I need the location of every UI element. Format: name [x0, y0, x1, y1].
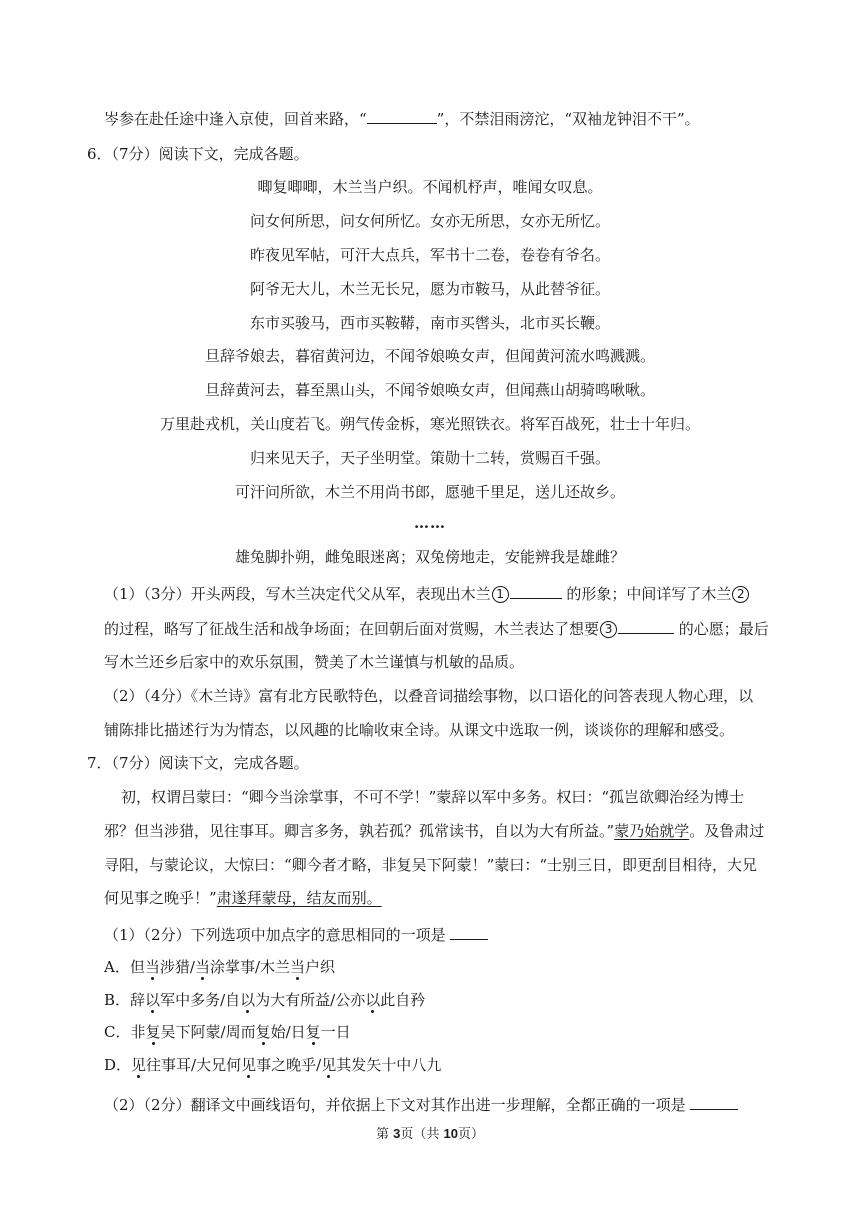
footer-text: 第	[376, 1127, 394, 1142]
circled-number: 3	[600, 621, 617, 638]
dotted-char: 见	[321, 1056, 337, 1074]
answer-blank	[450, 924, 488, 940]
option-a	[104, 957, 335, 977]
dotted-char: 见	[241, 1056, 257, 1074]
q7-sub2-stem-text: （2）（2分）翻译文中画线语句，并依据上下文对其作出进一步理解，全都正确的一项是	[104, 1096, 691, 1114]
option-text: 但	[129, 958, 145, 976]
poem-last-line: 雄兔脚扑朔，雌兔眼迷离；双兔傍地走，安能辨我是雄雌？	[234, 548, 625, 566]
poem-line: 唧复唧唧，木兰当户织。不闻机杼声，唯闻女叹息。	[257, 178, 603, 196]
circled-number: 2	[732, 586, 749, 603]
q6-sub2-line2: 铺陈排比描述行为为情态，以风趣的比喻收束全诗。从课文中选取一例，谈谈你的理解和感受。	[104, 721, 735, 739]
option-c	[104, 1022, 351, 1042]
poem-line: 问女何所思，问女何所忆。女亦无所思，女亦无所忆。	[249, 212, 610, 230]
dotted-char: 复	[255, 1023, 271, 1041]
option-text: 始/日	[270, 1023, 306, 1041]
passage-line	[104, 821, 764, 841]
q7-header: 7．（7分）阅读下文，完成各题。	[87, 754, 309, 772]
option-letter: B．	[104, 991, 131, 1009]
q6-sub1-text: （1）（3分）开头两段，写木兰决定代父从军，表现出木兰	[104, 585, 491, 603]
passage-line: 初，权谓吕蒙曰：“卿今当涂掌事，不可不学！”蒙辞以军中多务。权曰：“孤岂欲卿治经为博士	[121, 788, 745, 806]
q7-sub1-stem	[104, 924, 488, 944]
current-page-number: 3	[393, 1126, 401, 1141]
option-letter: D．	[104, 1056, 132, 1074]
option-text: 事之晚乎/	[256, 1056, 322, 1074]
option-text: 此自矜	[380, 991, 426, 1009]
poem-line: 旦辞黄河去，暮至黑山头，不闻爷娘唤女声，但闻燕山胡骑鸣啾啾。	[204, 381, 655, 399]
poem-line: 可汗问所欲，木兰不用尚书郎，愿驰千里足，送儿还故乡。	[234, 483, 625, 501]
q6-header: 6．（7分）阅读下文，完成各题。	[87, 145, 309, 163]
footer-text: 页）	[457, 1127, 484, 1142]
dotted-char: 当	[144, 958, 160, 976]
footer-text: 页（共	[400, 1127, 444, 1142]
passage-text: 。及鲁肃过	[689, 822, 765, 840]
underlined-sentence: 肃遂拜蒙母，结友而别。	[216, 889, 382, 907]
option-text: 其发矢十中八九	[336, 1056, 442, 1074]
poem-line: 万里赴戎机，关山度若飞。朔气传金柝，寒光照铁衣。将军百战死，壮士十年归。	[159, 415, 700, 433]
total-page-count: 10	[443, 1126, 458, 1141]
option-text: 非	[130, 1023, 146, 1041]
q5-answer-blank	[367, 108, 437, 124]
q7-sub1-stem-text: （1）（2分）下列选项中加点字的意思相同的一项是	[104, 926, 451, 944]
answer-blank	[510, 583, 562, 599]
option-text: 为大有所益/公亦	[255, 991, 366, 1009]
q6-sub1-text: 的过程，略写了征战生活和战争场面；在回朝后面对赏赐，木兰表达了想要	[104, 620, 600, 638]
q5-tail-after: ”，不禁泪雨滂沱，“双袖龙钟泪不干”。	[436, 110, 700, 128]
q7-sub2-stem	[104, 1094, 738, 1114]
dotted-char: 以	[145, 991, 161, 1009]
dotted-char: 以	[240, 991, 256, 1009]
option-letter: A．	[104, 958, 130, 976]
answer-blank	[690, 1094, 738, 1110]
option-text: 一日	[320, 1023, 351, 1041]
q5-tail-line	[104, 108, 700, 128]
q6-sub2-line1: （2）（4分）《木兰诗》富有北方民歌特色，以叠音词描绘事物，以口语化的问答表现人物心理，以	[104, 687, 754, 705]
dotted-char: 复	[305, 1023, 321, 1041]
option-text: 涉猎/	[159, 958, 195, 976]
page-footer	[0, 1123, 860, 1142]
passage-line	[104, 888, 382, 908]
passage-line: 寻阳，与蒙论议，大惊曰：“卿今者才略，非复吴下阿蒙！”蒙曰：“士别三日，即更刮目相待，大兄	[104, 856, 758, 874]
dotted-char: 以	[365, 991, 381, 1009]
option-letter: C．	[104, 1023, 131, 1041]
poem-line: 东市买骏马，西市买鞍鞯，南市买辔头，北市买长鞭。	[249, 314, 610, 332]
q5-tail-before: 岑参在赴任途中逢入京使，回首来路，“	[104, 110, 367, 128]
poem-line: 阿爷无大儿，木兰无长兄，愿为市鞍马，从此替爷征。	[249, 280, 610, 298]
dotted-char: 见	[131, 1056, 147, 1074]
q6-sub1-line1	[104, 583, 750, 603]
q6-sub1-text: 的形象；中间详写了木兰	[561, 585, 732, 603]
option-text: 涂掌事/木兰	[209, 958, 291, 976]
poem-line: 旦辞爷娘去，暮宿黄河边，不闻爷娘唤女声，但闻黄河流水鸣溅溅。	[204, 347, 655, 365]
option-text: 往事耳/大兄何	[146, 1056, 242, 1074]
option-b	[104, 990, 425, 1010]
answer-blank	[618, 618, 674, 634]
option-text: 军中多务/自	[160, 991, 241, 1009]
dotted-char: 当	[290, 958, 306, 976]
q6-sub1-line2	[104, 618, 769, 638]
circled-number: 1	[492, 586, 509, 603]
option-d	[104, 1055, 441, 1075]
q6-sub1-line3: 写木兰还乡后家中的欢乐氛围，赞美了木兰谨慎与机敏的品质。	[104, 653, 525, 671]
passage-text: 何见事之晚乎！”	[104, 889, 217, 907]
option-text: 吴下阿蒙/周而	[160, 1023, 256, 1041]
dotted-char: 复	[145, 1023, 161, 1041]
dotted-char: 当	[194, 958, 210, 976]
option-text: 辞	[130, 991, 146, 1009]
option-text: 户织	[305, 958, 336, 976]
underlined-sentence: 蒙乃始就学	[614, 822, 690, 840]
poem-line: 归来见天子，天子坐明堂。策勋十二转，赏赐百千强。	[249, 449, 610, 467]
q6-sub1-text: 的心愿；最后	[674, 620, 769, 638]
passage-text: 邪？但当涉猎，见往事耳。卿言多务，孰若孤？孤常读书，自以为大有所益。”	[104, 822, 615, 840]
poem-line: 昨夜见军帖，可汗大点兵，军书十二卷，卷卷有爷名。	[249, 246, 610, 264]
poem-ellipsis: ……	[414, 514, 446, 532]
